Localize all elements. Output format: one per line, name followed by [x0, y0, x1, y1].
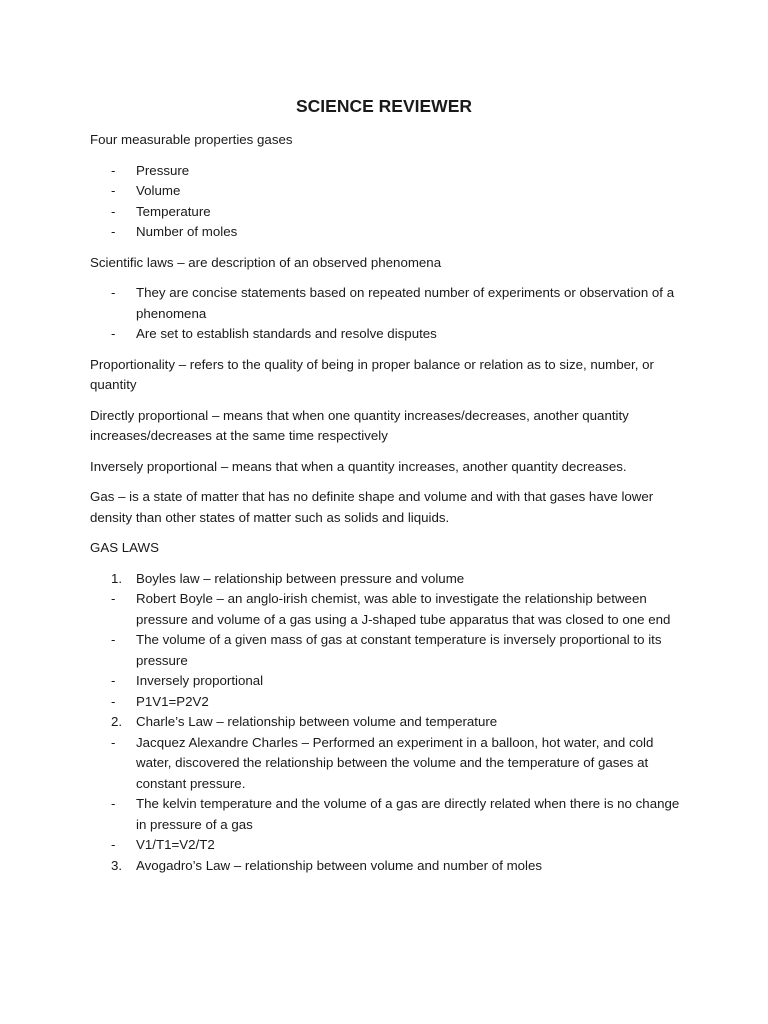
list-item — [90, 630, 680, 671]
list-bullet: - — [111, 285, 116, 300]
list-item — [90, 569, 680, 590]
list-item-text: They are concise statements based on repeated number of experiments or observation of a phenomena — [136, 285, 675, 321]
paragraph-proportionality: Proportionality – refers to the quality of being in proper balance or relation as to size, number, or quantity — [90, 356, 654, 392]
list-item — [90, 794, 680, 835]
list-item-text: Inversely proportional — [136, 673, 264, 688]
list-item-text: Jacquez Alexandre Charles – Performed an experiment in a balloon, hot water, and cold water, discovered the relationship between the volume and the temperature of gases at constant pressure. — [136, 734, 654, 791]
list-bullet: - — [111, 183, 116, 198]
list-item-text: Volume — [136, 183, 181, 198]
list-item-text: Boyles law – relationship between pressure and volume — [136, 570, 465, 586]
list-bullet: - — [111, 203, 116, 219]
list-gas-laws — [90, 569, 680, 877]
paragraph-gas-definition: Gas – is a state of matter that has no definite shape and volume and with that gases have lower density than other states of matter such as solids and liquids. — [90, 489, 654, 525]
list-item — [90, 222, 680, 243]
list-bullet: - — [111, 632, 116, 647]
list-bullet: - — [111, 673, 116, 688]
list-item — [90, 202, 680, 223]
list-item-text: V1/T1=V2/T2 — [136, 837, 215, 852]
list-item — [90, 181, 680, 202]
list-item-text: The volume of a given mass of gas at constant temperature is inversely proportional to its pressure — [136, 632, 662, 668]
list-bullet: - — [111, 693, 116, 709]
list-bullet: - — [111, 162, 116, 178]
list-item — [90, 161, 680, 182]
list-item — [90, 712, 680, 733]
list-bullet: - — [111, 591, 116, 606]
list-item-text: Avogadro’s Law – relationship between volume and number of moles — [136, 857, 543, 873]
list-bullet: - — [111, 734, 116, 750]
list-item-text: Robert Boyle – an anglo-irish chemist, was able to investigate the relationship between pressure and volume of a gas using a J-shaped tube apparatus that was closed to one end — [136, 591, 671, 627]
document-title: SCIENCE REVIEWER — [296, 96, 472, 116]
list-number: 1. — [111, 570, 123, 586]
list-item — [90, 324, 680, 345]
list-bullet: - — [111, 796, 116, 811]
list-item-text: P1V1=P2V2 — [136, 693, 209, 709]
paragraph-inversely-proportional: Inversely proportional – means that when a quantity increases, another quantity decreases. — [90, 458, 627, 474]
document-body — [90, 130, 680, 886]
list-gas-properties — [90, 161, 680, 243]
list-item — [90, 589, 680, 630]
paragraph-gas-properties: Four measurable properties gases — [90, 132, 293, 147]
list-number: 2. — [111, 714, 123, 729]
list-item — [90, 671, 680, 692]
paragraph-scientific-laws: Scientific laws – are description of an observed phenomena — [90, 254, 442, 270]
list-item-text: Pressure — [136, 162, 190, 178]
list-item — [90, 856, 680, 877]
list-item — [90, 692, 680, 713]
list-item — [90, 283, 680, 324]
list-bullet: - — [111, 326, 116, 341]
list-bullet: - — [111, 837, 116, 852]
list-item-text: Temperature — [136, 203, 211, 219]
list-item-text: Are set to establish standards and resolve disputes — [136, 326, 437, 341]
list-item — [90, 835, 680, 856]
section-heading-gas-laws: GAS LAWS — [90, 540, 159, 555]
list-item — [90, 733, 680, 795]
list-item-text: Number of moles — [136, 224, 238, 239]
list-item-text: The kelvin temperature and the volume of a gas are directly related when there is no change in pressure of a gas — [136, 796, 680, 832]
list-bullet: - — [111, 224, 116, 239]
list-number: 3. — [111, 857, 123, 873]
paragraph-directly-proportional: Directly proportional – means that when one quantity increases/decreases, another quantity increases/decreases at the same time respectively — [90, 407, 629, 443]
list-scientific-laws — [90, 283, 680, 345]
list-item-text: Charle’s Law – relationship between volume and temperature — [136, 714, 498, 729]
